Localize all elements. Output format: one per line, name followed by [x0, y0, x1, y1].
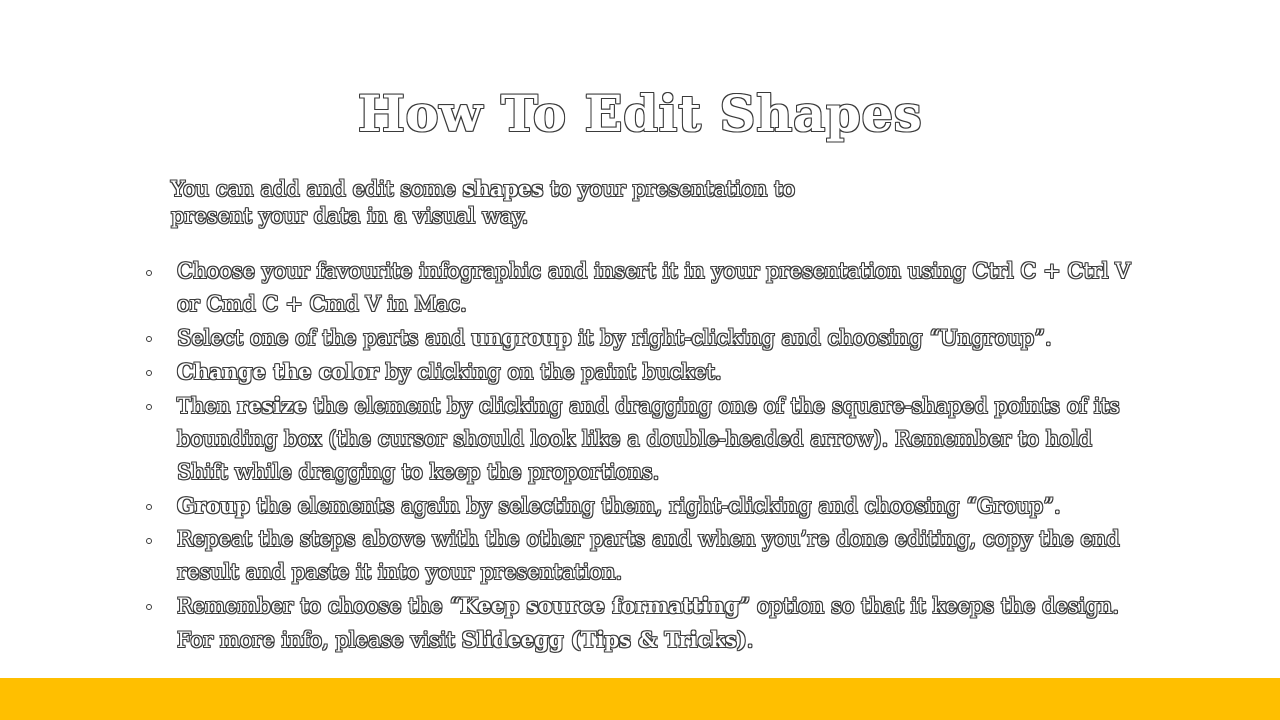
bullet-text: Then — [177, 394, 238, 418]
slide-title: How To Edit Shapes — [357, 84, 923, 143]
bullet-dot-icon — [146, 336, 152, 342]
instruction-list — [146, 255, 1146, 657]
bullet-text: . — [746, 628, 754, 652]
bullet-text: the elements again by selecting them, right-clicking and choosing “Group”. — [249, 494, 1061, 518]
list-item — [146, 523, 1146, 589]
bullet-bold-text: Group — [177, 493, 250, 518]
bullet-bold-text: ungroup — [471, 325, 572, 350]
list-item — [146, 589, 1146, 657]
bullet-text: it by right-clicking and choosing “Ungroup”. — [571, 326, 1052, 350]
bullet-dot-icon — [146, 604, 152, 610]
bullet-dot-icon — [146, 404, 152, 410]
bullet-text: ” option so that it keeps the design. For more info, please visit — [177, 594, 1120, 652]
list-item — [146, 389, 1146, 489]
bullet-text: the element by clicking and dragging one of the square-shaped points of its bounding box (the cursor should look like a double-headed arrow). Remember to hold Shift while dragging to keep the proportions. — [177, 394, 1120, 484]
slideegg-link[interactable]: Slideegg (Tips & Tricks) — [461, 627, 747, 652]
bullet-dot-icon — [146, 504, 152, 510]
bullet-dot-icon — [146, 370, 152, 376]
list-item — [146, 321, 1146, 355]
list-item — [146, 255, 1146, 321]
list-item — [146, 355, 1146, 389]
bullet-text: Choose your favourite infographic and insert it in your presentation using Ctrl C + Ctrl V or Cmd C + Cmd V in Mac. — [177, 259, 1131, 316]
bullet-dot-icon — [146, 270, 152, 276]
intro-text-end: to your presentation to present your data in a visual way. — [171, 177, 796, 228]
bullet-text: by clicking on the paint bucket. — [378, 360, 722, 384]
intro-paragraph — [171, 175, 871, 230]
bullet-text: Repeat the steps above with the other parts and when you’re done editing, copy the end result and paste it into your presentation. — [177, 527, 1120, 584]
list-item — [146, 489, 1146, 523]
bullet-bold-text: resize — [237, 393, 307, 418]
bullet-dot-icon — [146, 538, 152, 544]
bullet-text: Select one of the parts and — [177, 326, 472, 350]
intro-text-start: You can add and edit some — [171, 177, 463, 201]
bullet-bold-text: Change the color — [177, 359, 379, 384]
accent-footer-bar — [0, 678, 1280, 720]
intro-bold-shapes: shapes — [462, 176, 544, 201]
bullet-text: Remember to choose the “ — [177, 594, 461, 618]
bullet-bold-text: Keep source formatting — [460, 593, 740, 618]
